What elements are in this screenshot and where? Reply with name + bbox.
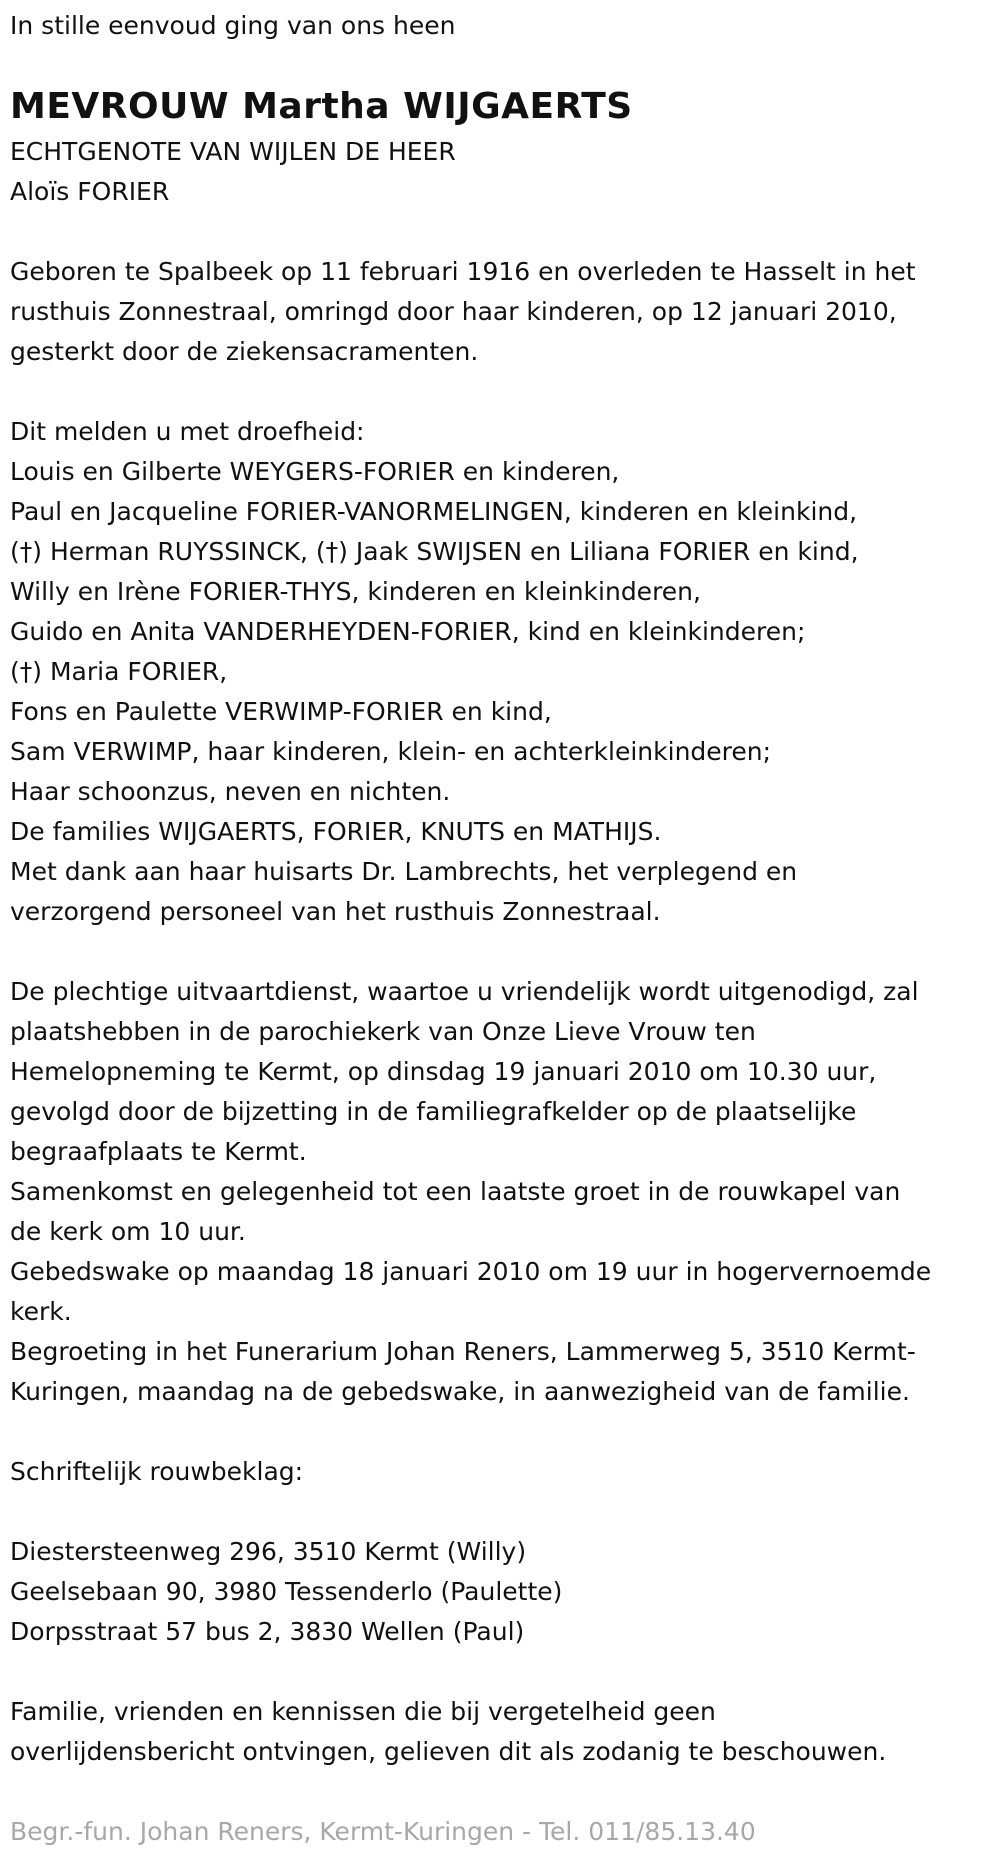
birth-death-line: gesterkt door de ziekensacramenten. [10,337,479,366]
address-item: Geelsebaan 90, 3980 Tessenderlo (Paulette) [10,1577,563,1606]
spacer [10,1412,985,1452]
address-item: Dorpsstraat 57 bus 2, 3830 Wellen (Paul) [10,1617,525,1646]
address-item: Diestersteenweg 296, 3510 Kermt (Willy) [10,1537,527,1566]
spacer [10,1652,985,1692]
condolence-heading: Schriftelijk rouwbeklag: [10,1457,304,1486]
vigil-line: kerk. [10,1297,72,1326]
announcer-line: Guido en Anita VANDERHEYDEN-FORIER, kind en kleinkinderen; [10,617,806,646]
spacer [10,932,985,972]
birth-death-paragraph [10,252,985,372]
ceremony-line: De plechtige uitvaartdienst, waartoe u vriendelijk wordt uitgenodigd, zal [10,977,919,1006]
visitation-line: Kuringen, maandag na de gebedswake, in aanwezigheid van de familie. [10,1377,910,1406]
announcer-line: (†) Maria FORIER, [10,657,228,686]
ceremony-line: Hemelopneming te Kermt, op dinsdag 19 januari 2010 om 10.30 uur, [10,1057,877,1086]
birth-death-line: Geboren te Spalbeek op 11 februari 1916 en overleden te Hasselt in het [10,257,916,286]
spacer [10,212,985,252]
spacer [10,372,985,412]
intro-text: In stille eenvoud ging van ons heen [10,11,456,40]
gathering-line: de kerk om 10 uur. [10,1217,246,1246]
thanks-line: Met dank aan haar huisarts Dr. Lambrechts, het verplegend en [10,857,798,886]
gathering-line: Samenkomst en gelegenheid tot een laatste groet in de rouwkapel van [10,1177,901,1206]
announcer-line: De families WIJGAERTS, FORIER, KNUTS en MATHIJS. [10,817,662,846]
announcer-line: (†) Herman RUYSSINCK, (†) Jaak SWIJSEN en Liliana FORIER en kind, [10,537,859,566]
closing-line: Familie, vrienden en kennissen die bij vergetelheid geen [10,1697,716,1726]
spacer [10,1492,985,1532]
spouse-name: Aloïs FORIER [10,177,170,206]
ceremony-line: plaatshebben in de parochiekerk van Onze Lieve Vrouw ten [10,1017,756,1046]
closing-paragraph [10,1692,985,1772]
birth-death-line: rusthuis Zonnestraal, omringd door haar kinderen, op 12 januari 2010, [10,297,897,326]
funeral-home-footer: Begr.-fun. Johan Reners, Kermt-Kuringen - Tel. 011/85.13.40 [10,1817,756,1846]
announcers-paragraph [10,412,985,932]
ceremony-line: begraafplaats te Kermt. [10,1137,307,1166]
announcers-intro: Dit melden u met droefheid: [10,417,365,446]
announcer-line: Willy en Irène FORIER-THYS, kinderen en kleinkinderen, [10,577,701,606]
obituary-notice [10,6,985,1852]
deceased-name: MEVROUW Martha WIJGAERTS [10,86,633,127]
announcer-line: Paul en Jacqueline FORIER-VANORMELINGEN, kinderen en kleinkind, [10,497,858,526]
announcer-line: Sam VERWIMP, haar kinderen, klein- en achterkleinkinderen; [10,737,772,766]
thanks-line: verzorgend personeel van het rusthuis Zonnestraal. [10,897,661,926]
announcer-line: Haar schoonzus, neven en nichten. [10,777,451,806]
announcer-line: Fons en Paulette VERWIMP-FORIER en kind, [10,697,552,726]
ceremony-paragraph [10,972,985,1412]
deceased-relation: ECHTGENOTE VAN WIJLEN DE HEER [10,137,456,166]
address-list [10,1532,985,1652]
ceremony-line: gevolgd door de bijzetting in de familiegrafkelder op de plaatselijke [10,1097,857,1126]
closing-line: overlijdensbericht ontvingen, gelieven dit als zodanig te beschouwen. [10,1737,887,1766]
announcer-line: Louis en Gilberte WEYGERS-FORIER en kinderen, [10,457,620,486]
vigil-line: Gebedswake op maandag 18 januari 2010 om 19 uur in hogervernoemde [10,1257,932,1286]
visitation-line: Begroeting in het Funerarium Johan Reners, Lammerweg 5, 3510 Kermt- [10,1337,916,1366]
